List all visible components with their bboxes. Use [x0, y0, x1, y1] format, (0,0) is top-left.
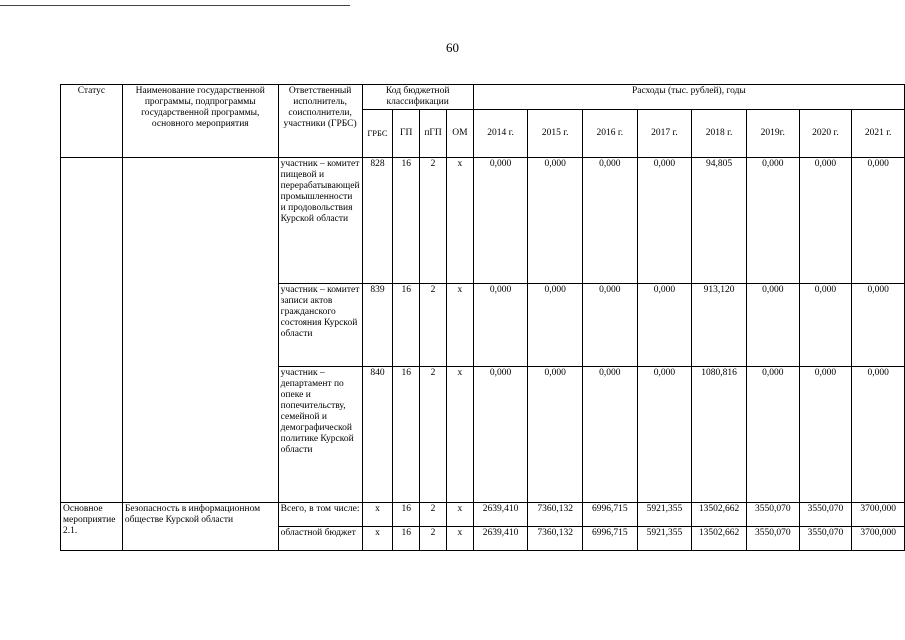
page-number: 60 — [446, 40, 459, 55]
program-name-cell: Безопасность в информационном обществе Курской области — [122, 503, 278, 551]
value-cell: 1080,816 — [692, 367, 747, 503]
value-cell: 0,000 — [583, 284, 638, 367]
pgp-cell: 2 — [420, 503, 447, 527]
header-expenses: Расходы (тыс. рублей), годы — [473, 85, 904, 110]
value-cell: 0,000 — [583, 158, 638, 284]
gp-cell: 16 — [393, 367, 420, 503]
top-rule — [0, 5, 350, 6]
value-cell: 0,000 — [473, 158, 528, 284]
value-cell: 5921,355 — [637, 503, 692, 527]
value-cell: 0,000 — [799, 158, 852, 284]
header-program-name: Наименование государственной программы, подпрограммы государственной программы, основного мероприятия — [122, 85, 278, 158]
executor-cell: участник – комитет пищевой и перерабатывающей промышленности и продовольствия Курской области — [278, 158, 362, 284]
value-cell: 0,000 — [852, 367, 905, 503]
value-cell: 3550,070 — [746, 527, 799, 551]
gp-cell: 16 — [393, 284, 420, 367]
pgp-cell: 2 — [420, 367, 447, 503]
value-cell: 0,000 — [746, 284, 799, 367]
header-executor: Ответственный исполнитель, соисполнители, участники (ГРБС) — [278, 85, 362, 158]
header-year: 2016 г. — [583, 110, 638, 158]
table-row — [61, 158, 905, 284]
value-cell: 0,000 — [637, 284, 692, 367]
om-cell: х — [446, 284, 473, 367]
value-cell: 6996,715 — [583, 503, 638, 527]
value-cell: 13502,662 — [692, 527, 747, 551]
header-year: 2014 г. — [473, 110, 528, 158]
value-cell: 6996,715 — [583, 527, 638, 551]
header-year: 2021 г. — [852, 110, 905, 158]
header-budget-code: Код бюджетной классификации — [362, 85, 473, 110]
status-cell: Основное мероприятие 2.1. — [61, 503, 123, 551]
executor-cell: участник – комитет записи актов гражданского состояния Курской области — [278, 284, 362, 367]
value-cell: 3550,070 — [799, 503, 852, 527]
header-gp: ГП — [393, 110, 420, 158]
value-cell: 0,000 — [583, 367, 638, 503]
executor-cell: Всего, в том числе: — [278, 503, 362, 527]
om-cell: х — [446, 527, 473, 551]
value-cell: 5921,355 — [637, 527, 692, 551]
budget-table — [60, 84, 905, 551]
grbs-cell: 828 — [362, 158, 393, 284]
value-cell: 2639,410 — [473, 527, 528, 551]
value-cell: 0,000 — [528, 158, 583, 284]
value-cell: 94,805 — [692, 158, 747, 284]
gp-cell: 16 — [393, 527, 420, 551]
grbs-cell: 840 — [362, 367, 393, 503]
om-cell: х — [446, 503, 473, 527]
om-cell: х — [446, 158, 473, 284]
value-cell: 913,120 — [692, 284, 747, 367]
value-cell: 0,000 — [852, 284, 905, 367]
value-cell: 0,000 — [528, 284, 583, 367]
header-status: Статус — [61, 85, 123, 158]
header-year: 2017 г. — [637, 110, 692, 158]
header-grbs: ГРБС — [362, 110, 393, 158]
status-cell — [61, 158, 123, 503]
value-cell: 3700,000 — [852, 503, 905, 527]
value-cell: 0,000 — [473, 367, 528, 503]
value-cell: 0,000 — [637, 158, 692, 284]
header-year: 2020 г. — [799, 110, 852, 158]
executor-cell: участник – департамент по опеке и попечительству, семейной и демографической политике Курской области — [278, 367, 362, 503]
grbs-cell: 839 — [362, 284, 393, 367]
value-cell: 3550,070 — [746, 503, 799, 527]
value-cell: 0,000 — [473, 284, 528, 367]
value-cell: 7360,132 — [528, 503, 583, 527]
pgp-cell: 2 — [420, 527, 447, 551]
value-cell: 7360,132 — [528, 527, 583, 551]
executor-cell: областной бюджет — [278, 527, 362, 551]
value-cell: 2639,410 — [473, 503, 528, 527]
grbs-cell: х — [362, 527, 393, 551]
header-year: 2019г. — [746, 110, 799, 158]
gp-cell: 16 — [393, 503, 420, 527]
header-pgp: пГП — [420, 110, 447, 158]
value-cell: 0,000 — [799, 284, 852, 367]
om-cell: х — [446, 367, 473, 503]
program-name-cell — [122, 158, 278, 503]
value-cell: 13502,662 — [692, 503, 747, 527]
grbs-cell: х — [362, 503, 393, 527]
value-cell: 0,000 — [746, 158, 799, 284]
header-year: 2018 г. — [692, 110, 747, 158]
value-cell: 3550,070 — [799, 527, 852, 551]
header-om: ОМ — [446, 110, 473, 158]
gp-cell: 16 — [393, 158, 420, 284]
pgp-cell: 2 — [420, 284, 447, 367]
value-cell: 0,000 — [799, 367, 852, 503]
pgp-cell: 2 — [420, 158, 447, 284]
value-cell: 3700,000 — [852, 527, 905, 551]
header-year: 2015 г. — [528, 110, 583, 158]
table-row — [61, 503, 905, 527]
value-cell: 0,000 — [637, 367, 692, 503]
value-cell: 0,000 — [852, 158, 905, 284]
value-cell: 0,000 — [528, 367, 583, 503]
value-cell: 0,000 — [746, 367, 799, 503]
